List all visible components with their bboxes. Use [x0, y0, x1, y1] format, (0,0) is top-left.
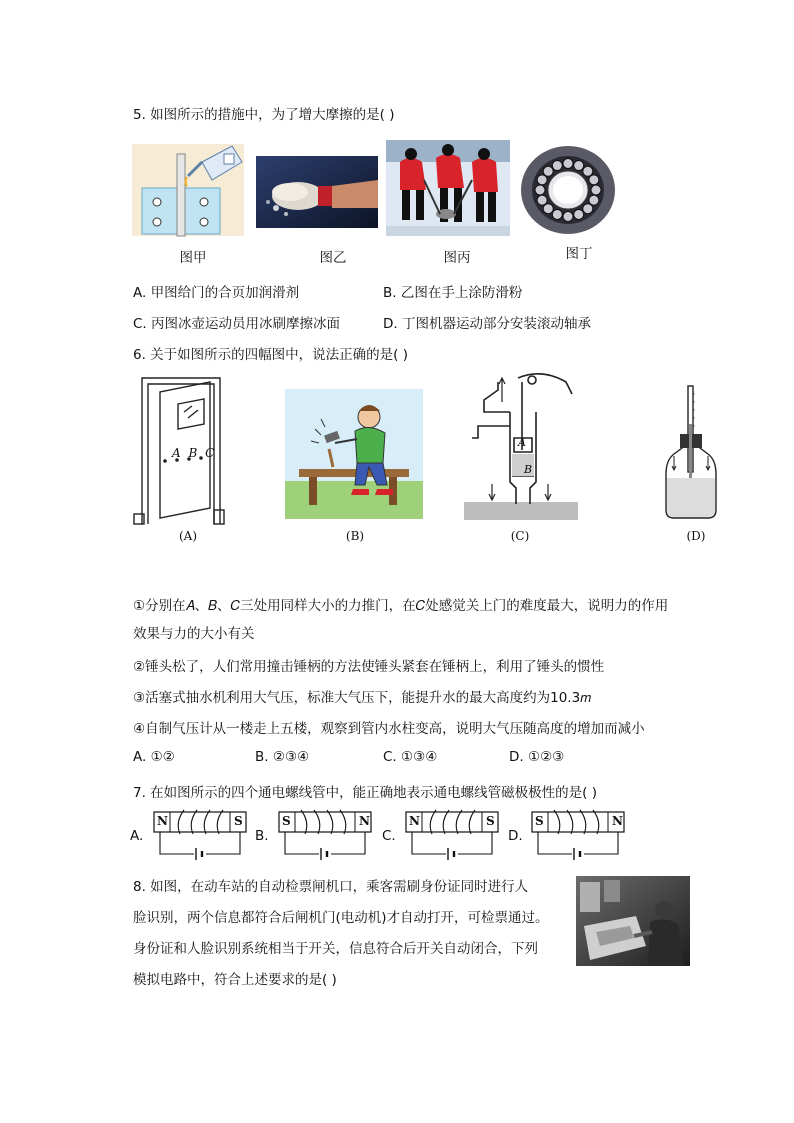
bearing-ball: [574, 209, 584, 219]
figure-d-barometer: [664, 384, 718, 524]
bearing-ball: [563, 159, 573, 169]
bearing-ball: [591, 185, 601, 195]
bearing-ball: [552, 209, 562, 219]
q8-line-2: 脸识别，两个信息都符合后闸机门(电动机)才自动打开，可检票通过。: [133, 910, 549, 926]
q7-option-d[interactable]: [508, 808, 630, 864]
bearing-ball: [543, 166, 553, 176]
caption-yi: 图乙: [319, 250, 347, 266]
q6-statement-1-cont: 效果与力的大小有关: [133, 626, 255, 642]
caption-bing: 图丙: [443, 250, 471, 266]
door-point-labels: A B C: [172, 446, 217, 460]
bearing-ball: [583, 166, 593, 176]
q6-statement-3: ③活塞式抽水机利用大气压，标准大气压下，能提升水的最大高度约为10.3𝑚: [133, 690, 592, 706]
q7-option-letter: C.: [382, 828, 396, 844]
q5-option-c[interactable]: C. 丙图冰壶运动员用冰刷摩擦冰面: [133, 316, 341, 332]
bearing-ball: [589, 175, 599, 185]
caption-ding: 图丁: [565, 246, 593, 262]
q8-line-4: 模拟电路中，符合上述要求的是( ): [133, 972, 337, 988]
q7-option-b[interactable]: [255, 808, 377, 864]
figure-b-hammer-man: [285, 389, 423, 519]
solenoid-right-pole: N: [359, 814, 370, 828]
q6-statement-1: ①分别在𝐴、𝐵、𝐶三处用同样大小的力推门，在𝐶处感觉关上门的难度最大，说明力的作用: [133, 598, 669, 614]
q7-stem: 7. 在如图所示的四个通电螺线管中，能正确地表示通电螺线管磁极极性的是( ): [133, 785, 597, 801]
fig-label-b: (B): [345, 529, 365, 543]
solenoid-right-pole: S: [234, 814, 243, 828]
figure-jia-hinge: [132, 144, 244, 236]
bearing-ball: [583, 204, 593, 214]
bearing-ball: [537, 195, 547, 205]
q7-option-a[interactable]: [130, 808, 252, 864]
figure-ding-bearing: [519, 144, 617, 236]
caption-jia: 图甲: [179, 250, 207, 266]
solenoid-left-pole: N: [409, 814, 420, 828]
q6-option-c[interactable]: C. ①③④: [383, 749, 438, 765]
bearing-ball: [589, 195, 599, 205]
figure-yi-chalk-hands: [256, 156, 378, 228]
bearing-ball: [535, 185, 545, 195]
q7-option-c[interactable]: [382, 808, 504, 864]
q7-option-letter: B.: [255, 828, 269, 844]
q8-line-1: 8. 如图，在动车站的自动检票闸机口，乘客需刷身份证同时进行人: [133, 879, 529, 895]
solenoid-right-pole: N: [612, 814, 623, 828]
pump-label-a: A: [518, 436, 526, 449]
q7-option-letter: A.: [130, 828, 144, 844]
bearing-ball: [563, 212, 573, 222]
solenoid-left-pole: S: [282, 814, 291, 828]
solenoid-left-pole: N: [157, 814, 168, 828]
q6-option-b[interactable]: B. ②③④: [255, 749, 310, 765]
solenoid-left-pole: S: [535, 814, 544, 828]
q5-option-b[interactable]: B. 乙图在手上涂防滑粉: [383, 285, 523, 301]
fig-label-c: (C): [510, 529, 530, 543]
bearing-ball: [552, 161, 562, 171]
fig-label-d: (D): [686, 529, 706, 543]
q6-stem: 6. 关于如图所示的四幅图中，说法正确的是( ): [133, 347, 408, 363]
fig-label-a: (A): [178, 529, 198, 543]
q5-option-d[interactable]: D. 丁图机器运动部分安装滚动轴承: [383, 316, 591, 332]
q6-statement-4: ④自制气压计从一楼走上五楼，观察到管内水柱变高，说明大气压随高度的增加而减小: [133, 721, 645, 737]
bearing-ball: [543, 204, 553, 214]
q6-option-a[interactable]: A. ①②: [133, 749, 175, 765]
q6-statement-2: ②锤头松了，人们常用撞击锤柄的方法使锤头紧套在锤柄上，利用了锤头的惯性: [133, 659, 605, 675]
figure-bing-curling: [386, 140, 510, 236]
bearing-ball: [574, 161, 584, 171]
q5-option-a[interactable]: A. 甲图给门的合页加润滑剂: [133, 285, 300, 301]
q6-option-d[interactable]: D. ①②③: [509, 749, 565, 765]
solenoid-right-pole: S: [486, 814, 495, 828]
q7-option-letter: D.: [508, 828, 523, 844]
ticket-gate-photo: [576, 876, 690, 966]
bearing-ball: [537, 175, 547, 185]
q5-stem: 5. 如图所示的措施中，为了增大摩擦的是( ): [133, 107, 395, 123]
q8-line-3: 身份证和人脸识别系统相当于开关，信息符合后开关自动闭合，下列: [133, 941, 538, 957]
pump-label-b: B: [524, 463, 533, 476]
